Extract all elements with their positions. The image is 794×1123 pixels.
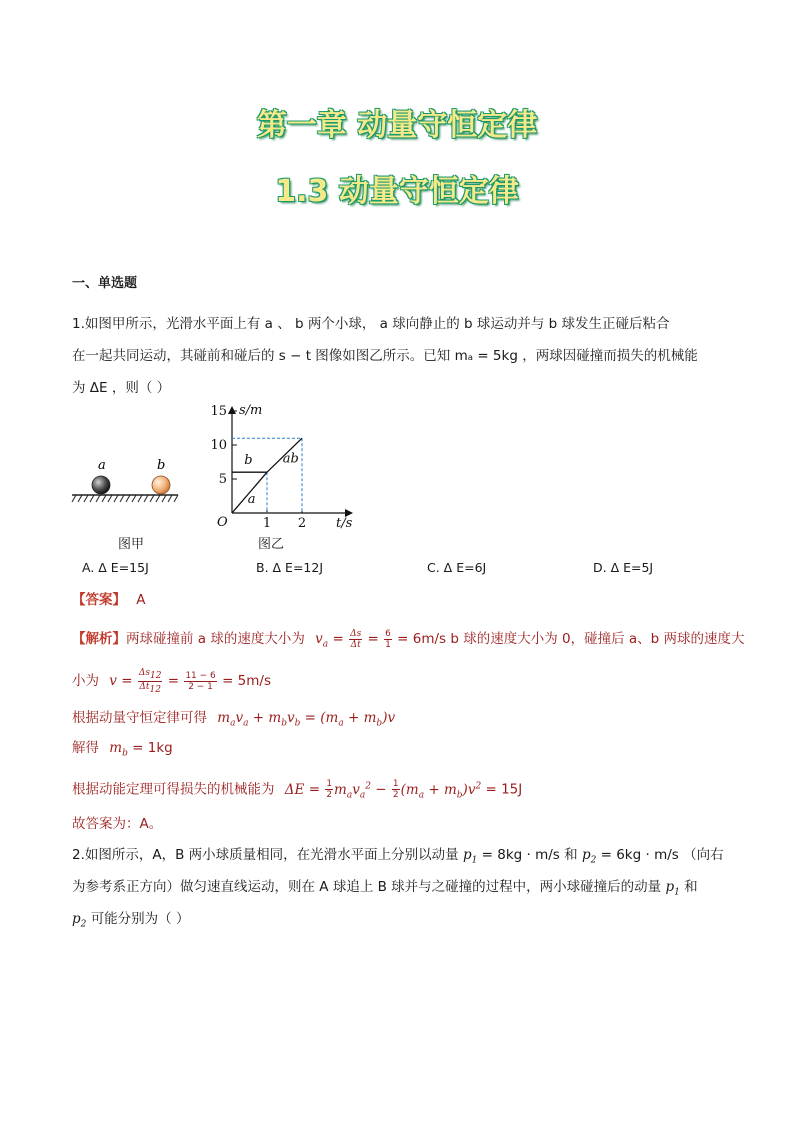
formula-v: v [109,673,117,689]
answer-value: A [136,592,146,608]
q1-line-2: 在一起共同运动，其碰前和碰后的 s − t 图像如图乙所示。已知 mₐ = 5kg ，两球因碰撞而损失的机械能 [72,348,698,364]
figure-2-caption: 图乙 [258,537,285,552]
formula-momentum: $m_av_a + m_bv_b = (m_a + m_b)v$ [217,710,396,729]
formula-va: $v_a$ [315,631,329,650]
option-b[interactable]: B. Δ E=12J [256,560,324,575]
option-d[interactable]: D. Δ E=5J [593,560,654,575]
figure-2-chart [205,398,365,533]
q2-text-2b: 和 [684,879,698,895]
q1-line-3: 为 ΔE ，则（ ） [72,380,171,396]
analysis-line-4: 解得 $m_b = 1kg$ [72,740,173,759]
formula-p2: $p_2$ [581,847,597,866]
ground-hatch [72,495,178,502]
analysis-text-2a: 小为 [72,673,99,689]
origin-label: O [217,515,228,530]
option-c[interactable]: C. Δ E=6J [427,560,487,575]
series-label-b: b [244,453,253,469]
analysis-label: 【解析】 [72,631,126,647]
q1-line-1: 1.如图甲所示，光滑水平面上有 a 、 b 两个小球， a 球向静止的 b 球运动并与 b 球发生正碰后粘合 [72,316,670,332]
ball-a-label: a [98,458,106,473]
option-a[interactable]: A. Δ E=15J [82,560,149,575]
formula-p1-b: $p_1$ [665,879,680,898]
y-axis-label: s/m [239,403,263,418]
analysis-line-1: 【解析】两球碰撞前 a 球的速度大小为 $v_a$ = $\frac{\Delta s}{\Delta t}$ = $\frac{6}{1}$ = 6m/s b 球的速度大小为 0，碰撞后 a、b 两球的速度大 [72,628,745,650]
q2-text-2a: 为参考系正方向）做匀速直线运动，则在 A 球追上 B 球并与之碰撞的过程中，两小球碰撞后的动量 [72,879,662,895]
formula-p2-b: $p_2$ [72,911,87,930]
analysis-text-3: 根据动量守恒定律可得 [72,710,207,726]
q2-text-1a: 2.如图所示，A，B 两小球质量相同，在光滑水平面上分别以动量 [72,847,459,863]
answer-row [72,585,146,615]
series-label-a: a [247,491,256,507]
formula-mb: $m_b$ [109,740,128,759]
q2-text-1c: （向右 [683,847,724,863]
section-title: 1.3 动量守恒定律 [275,174,519,209]
series-label-ab: ab [282,451,299,467]
figure-1 [70,455,180,515]
q2-line-3 [72,904,189,940]
formula-energy: ΔE [284,781,305,798]
section-label: 一、单选题 [72,276,138,291]
analysis-text-5: 根据动能定理可得损失的机械能为 [72,781,275,798]
x-tick-label-1: 1 [262,516,272,531]
analysis-line-2: 小为 v = $\frac{\Delta s_{12}}{\Delta t_{12}}$ = $\frac{11 - 6}{2 - 1}$ = 5m/s [72,667,271,695]
x-axis-label: t/s [336,516,353,531]
q2-line-2 [72,872,732,908]
x-tick-label-2: 2 [297,516,307,531]
analysis-text-4: 解得 [72,740,99,756]
q2-text-1b: 和 [564,847,578,863]
analysis-text-1b: b 球的速度大小为 0，碰撞后 a、b 两球的速度大 [450,631,745,647]
ball-b [152,476,170,494]
chapter-title: 第一章 动量守恒定律 [256,108,538,143]
q2-line-1: 2.如图所示，A，B 两小球质量相同，在光滑水平面上分别以动量 $p_1 = 8kg \cdot m/s$ 和 $p_2 = 6kg \cdot m/s$ （向右 [72,847,724,866]
ball-a [92,476,110,494]
figure-1-caption: 图甲 [118,537,145,552]
conclusion: 故答案为：A。 [72,816,163,832]
answer-label: 【答案】 [72,592,126,608]
ball-b-label: b [157,458,166,473]
y-tick-label-15: 15 [210,404,227,419]
formula-p1: $p_1$ [462,847,478,866]
analysis-line-5: 根据动能定理可得损失的机械能为 ΔE = $\frac{1}{2}$ $m_av_a^2$ − $\frac{1}{2}$ $(m_a + m_b)v^2 = 15J$ [72,779,523,801]
q2-text-3: 可能分别为（ ） [90,911,190,927]
analysis-text-1a: 两球碰撞前 a 球的速度大小为 [126,631,305,647]
y-tick-label-5: 5 [218,472,227,487]
y-tick-label-10: 10 [210,438,227,453]
y-axis-arrow [228,406,236,414]
